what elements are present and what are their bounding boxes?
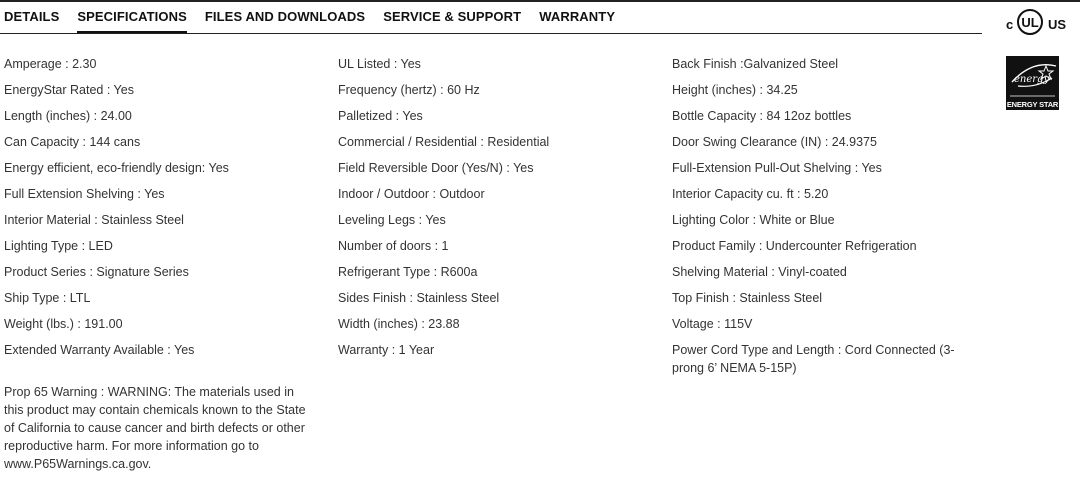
ul-left-text: c (1006, 17, 1014, 32)
spec-item: Palletized : Yes (338, 109, 423, 123)
spec-item: Sides Finish : Stainless Steel (338, 291, 500, 305)
spec-item: Width (inches) : 23.88 (338, 317, 460, 331)
ul-center-text: UL (1021, 15, 1039, 30)
spec-item: Voltage : 115V (672, 317, 753, 331)
spec-item: Indoor / Outdoor : Outdoor (338, 187, 485, 201)
spec-item: Ship Type : LTL (4, 291, 91, 305)
spec-item: Product Series : Signature Series (4, 265, 189, 279)
tab-warranty[interactable]: WARRANTY (539, 9, 616, 24)
spec-item: Extended Warranty Available : Yes (4, 343, 195, 357)
product-tabs (0, 2, 982, 34)
specs-column-2 (338, 55, 658, 367)
spec-item: Door Swing Clearance (IN) : 24.9375 (672, 135, 877, 149)
prop65-warning: Prop 65 Warning : WARNING: The materials used in this product may contain chemicals known to the State of California to cause cancer and birth defects or other reproductive harm. For more information go to www.P65Warnings.ca.gov. (4, 385, 306, 471)
energy-star-graphic (1006, 56, 1059, 100)
tab-specifications[interactable]: SPECIFICATIONS (77, 2, 187, 33)
ul-mark-graphic (1004, 8, 1072, 38)
spec-item: Commercial / Residential : Residential (338, 135, 550, 149)
tab-service-and-support[interactable]: SERVICE & SUPPORT (383, 9, 522, 24)
spec-item: Frequency (hertz) : 60 Hz (338, 83, 480, 97)
spec-item: Full-Extension Pull-Out Shelving : Yes (672, 161, 882, 175)
spec-item: Refrigerant Type : R600a (338, 265, 478, 279)
spec-item: Leveling Legs : Yes (338, 213, 446, 227)
spec-item: Shelving Material : Vinyl-coated (672, 265, 847, 279)
energy-star-label: ENERGY STAR (1006, 100, 1059, 109)
spec-item: Interior Capacity cu. ft : 5.20 (672, 187, 829, 201)
spec-item: Field Reversible Door (Yes/N) : Yes (338, 161, 534, 175)
tab-details[interactable]: DETAILS (4, 9, 60, 24)
spec-item: Power Cord Type and Length : Cord Connected (3-prong 6’ NEMA 5-15P) (672, 343, 955, 375)
spec-item: Energy efficient, eco-friendly design: Yes (4, 161, 229, 175)
svg-text:energy: energy (1014, 74, 1050, 85)
spec-item: Can Capacity : 144 cans (4, 135, 141, 149)
spec-item: Product Family : Undercounter Refrigeration (672, 239, 917, 253)
spec-item: EnergyStar Rated : Yes (4, 83, 134, 97)
spec-item: Lighting Color : White or Blue (672, 213, 835, 227)
spec-item: Top Finish : Stainless Steel (672, 291, 823, 305)
spec-item: Bottle Capacity : 84 12oz bottles (672, 109, 852, 123)
spec-item: Height (inches) : 34.25 (672, 83, 798, 97)
spec-item: Length (inches) : 24.00 (4, 109, 132, 123)
specs-column-3 (672, 55, 982, 385)
spec-item: Number of doors : 1 (338, 239, 449, 253)
spec-item: Back Finish :Galvanized Steel (672, 57, 839, 71)
spec-item: UL Listed : Yes (338, 57, 421, 71)
ul-right-text: US (1048, 17, 1067, 32)
spec-item: Full Extension Shelving : Yes (4, 187, 165, 201)
spec-item: Weight (lbs.) : 191.00 (4, 317, 123, 331)
energy-star-logo-icon (1006, 56, 1059, 110)
spec-item: Lighting Type : LED (4, 239, 113, 253)
spec-item: Interior Material : Stainless Steel (4, 213, 184, 227)
tab-files-and-downloads[interactable]: FILES AND DOWNLOADS (204, 9, 366, 24)
specs-column-1 (4, 55, 324, 367)
spec-item: Amperage : 2.30 (4, 57, 97, 71)
spec-item: Warranty : 1 Year (338, 343, 435, 357)
ul-listed-icon (1004, 8, 1072, 38)
